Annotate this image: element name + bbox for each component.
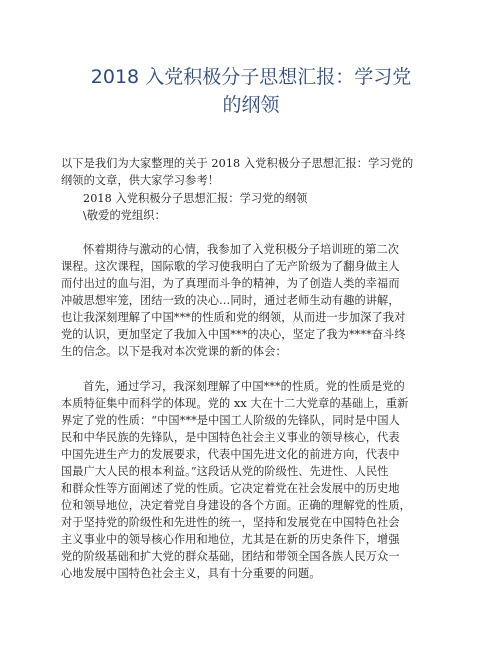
paragraph-line: 党的认识，更加坚定了我加入中国***的决心，坚定了我为****奋斗终 (61, 328, 406, 341)
paragraph-line: 首先，通过学习，我深刻理解了中国***的性质。党的性质是党的 (83, 380, 405, 393)
paragraph-line: 本质特征集中而科学的体现。党的 xx 大在十二大党章的基础上，重新 (61, 397, 409, 410)
intro-line: 以下是我们为大家整理的关于 2018 入党积极分子思想汇报：学习党的 (61, 157, 414, 170)
paragraph-line: 而付出过的血与泪，为了真理而斗争的精神，为了创造人类的幸福而 (61, 277, 400, 290)
intro-line: 2018 入党积极分子思想汇报：学习党的纲领 (83, 192, 308, 205)
paragraph-line: 主义事业中的领导核心作用和地位，尤其是在新的历史条件下，增强 (61, 533, 400, 546)
paragraph-line: 心地发展中国特色社会主义，具有十分重要的问题。 (61, 567, 321, 580)
paragraph-line: 也让我深刻理解了中国***的性质和党的纲领，从而进一步加深了我对 (61, 311, 406, 324)
paragraph-line: 课程。这次课程，国际歌的学习使我明白了无产阶级为了翻身做主人 (61, 260, 400, 273)
paragraph-line: 党的阶级基础和扩大党的群众基础，团结和带领全国各族人民万众一 (61, 550, 400, 563)
paragraph-line: 国最广大人民的根本利益。”这段话从党的阶级性、先进性、人民性 (61, 465, 389, 478)
document-title-line-1: 2018 入党积极分子思想汇报：学习党 (90, 66, 412, 88)
intro-line: 纲领的文章，供大家学习参考！ (61, 174, 220, 187)
paragraph-line: 冲破思想牢笼，团结一致的决心…同时，通过老师生动有趣的讲解， (61, 294, 400, 307)
salutation: \敬爱的党组织： (83, 209, 166, 222)
paragraph-line: 对于坚持党的阶级性和先进性的统一，坚持和发展党在中国特色社会 (61, 516, 400, 529)
paragraph-line: 怀着期待与激动的心情，我参加了入党积极分子培训班的第二次 (83, 243, 400, 256)
paragraph-line: 位和领导地位，决定着党自身建设的各个方面。正确的理解党的性质， (61, 499, 411, 512)
paragraph-line: 和群众性等方面阐述了党的性质。它决定着党在社会发展中的历史地 (61, 482, 400, 495)
paragraph-line: 中国先进生产力的发展要求，代表中国先进文化的前进方向，代表中 (61, 448, 400, 461)
paragraph-line: 生的信念。以下是我对本次党课的新的体会： (61, 345, 287, 358)
paragraph-line: 民和中华民族的先锋队，是中国特色社会主义事业的领导核心，代表 (61, 431, 400, 444)
paragraph-line: 界定了党的性质：“中国***是中国工人阶级的先锋队，同时是中国人 (61, 414, 400, 427)
document-title-line-2: 的纲领 (222, 94, 280, 116)
